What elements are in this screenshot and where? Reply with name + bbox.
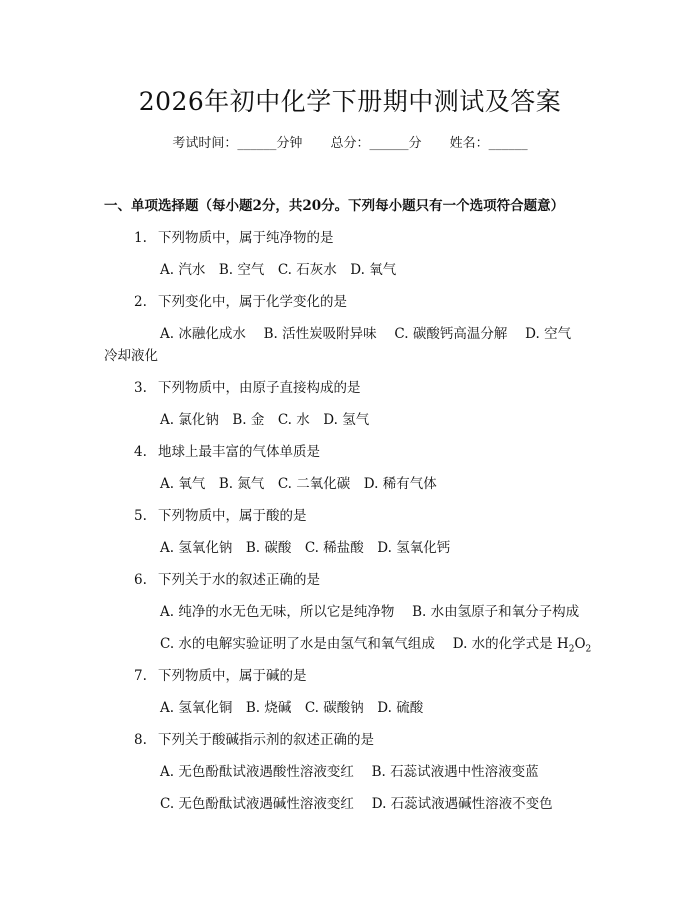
question-2-options-cont: 冷却液化 xyxy=(104,348,158,364)
question-stem: 下列物质中，属于碱的是 xyxy=(158,668,307,684)
question-7 xyxy=(134,664,307,684)
question-6 xyxy=(134,568,320,588)
question-3 xyxy=(134,376,361,396)
question-number: 6. xyxy=(134,572,147,588)
question-number: 3. xyxy=(134,380,147,396)
question-8-options: A. 无色酚酞试液遇酸性溶液变红 B. 石蕊试液遇中性溶液变蓝 xyxy=(160,764,539,780)
question-8-options-line2: C. 无色酚酞试液遇碱性溶液变红 D. 石蕊试液遇碱性溶液不变色 xyxy=(160,796,553,812)
question-3-options: A. 氯化钠 B. 金 C. 水 D. 氢气 xyxy=(160,412,370,428)
question-5 xyxy=(134,504,307,524)
question-number: 7. xyxy=(134,668,147,684)
question-1-options: A. 汽水 B. 空气 C. 石灰水 D. 氧气 xyxy=(160,262,397,278)
exam-time: 考试时间：______分钟 xyxy=(172,136,303,151)
question-7-options: A. 氢氧化铜 B. 烧碱 C. 碳酸钠 D. 硫酸 xyxy=(160,700,424,716)
question-stem: 下列物质中，属于酸的是 xyxy=(158,508,307,524)
question-1 xyxy=(134,226,334,246)
exam-meta xyxy=(0,132,700,151)
question-stem: 下列变化中，属于化学变化的是 xyxy=(158,294,347,310)
formula-part: O xyxy=(574,636,586,652)
question-number: 5. xyxy=(134,508,147,524)
question-4 xyxy=(134,440,320,460)
question-stem: 下列关于酸碱指示剂的叙述正确的是 xyxy=(158,732,374,748)
question-6-options: A. 纯净的水无色无味，所以它是纯净物 B. 水由氢原子和氧分子构成 xyxy=(160,604,580,620)
question-stem: 下列物质中，由原子直接构成的是 xyxy=(158,380,361,396)
subscript: 2 xyxy=(585,644,592,655)
subscript: 2 xyxy=(568,644,575,655)
student-name: 姓名：______ xyxy=(449,136,528,151)
question-number: 4. xyxy=(134,444,147,460)
question-number: 8. xyxy=(134,732,147,748)
section-heading: 一、单项选择题（每小题2分，共20分。下列每小题只有一个选项符合题意） xyxy=(104,198,565,214)
page-title: 2026年初中化学下册期中测试及答案 xyxy=(138,87,562,116)
question-stem: 下列关于水的叙述正确的是 xyxy=(158,572,320,588)
question-8 xyxy=(134,728,374,748)
question-stem: 下列物质中，属于纯净物的是 xyxy=(158,230,334,246)
question-number: 2. xyxy=(134,294,147,310)
question-6-options-line2 xyxy=(160,632,591,655)
option-text: C. 水的电解实验证明了水是由氢气和氧气组成 D. 水的化学式是 H xyxy=(160,636,569,652)
question-2-options: A. 冰融化成水 B. 活性炭吸附异味 C. 碳酸钙高温分解 D. 空气 xyxy=(160,326,572,342)
question-number: 1. xyxy=(134,230,147,246)
total-score: 总分：______分 xyxy=(330,136,422,151)
question-stem: 地球上最丰富的气体单质是 xyxy=(158,444,320,460)
question-2 xyxy=(134,290,347,310)
question-4-options: A. 氧气 B. 氮气 C. 二氧化碳 D. 稀有气体 xyxy=(160,476,437,492)
question-5-options: A. 氢氧化钠 B. 碳酸 C. 稀盐酸 D. 氢氧化钙 xyxy=(160,540,451,556)
